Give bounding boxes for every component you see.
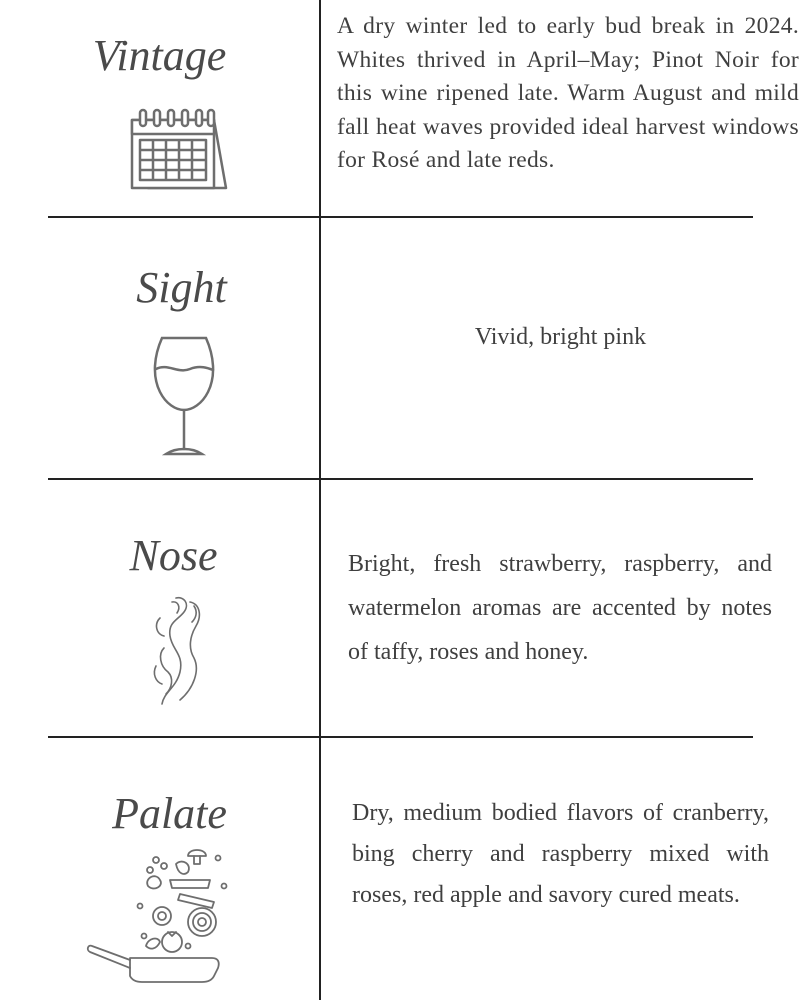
calendar-icon — [128, 106, 232, 194]
section-title-vintage: Vintage — [92, 31, 227, 80]
food-pan-icon — [84, 846, 234, 986]
wine-glass-icon — [150, 336, 218, 458]
row-divider — [48, 478, 753, 480]
section-title-palate: Palate — [112, 789, 227, 838]
section-text-palate: Dry, medium bodied flavors of cranberry, bing cherry and raspberry mixed with roses, red apple and savory cured meats. — [352, 800, 769, 908]
section-text-vintage: A dry winter led to early bud break in 2024. Whites thrived in April–May; Pinot Noir for this wine ripened late. Warm August and mild fall heat waves provided ideal harvest windows for Rosé and late reds. — [337, 13, 799, 173]
section-text-sight: Vivid, bright pink — [474, 324, 647, 350]
aroma-swirl-icon — [150, 592, 210, 710]
section-title-nose: Nose — [129, 531, 218, 580]
row-divider — [48, 216, 753, 218]
row-divider — [48, 736, 753, 738]
column-divider — [319, 0, 321, 1000]
section-text-nose: Bright, fresh strawberry, raspberry, and watermelon aromas are accented by notes of taffy, roses and honey. — [348, 551, 772, 665]
section-title-sight: Sight — [136, 263, 227, 312]
